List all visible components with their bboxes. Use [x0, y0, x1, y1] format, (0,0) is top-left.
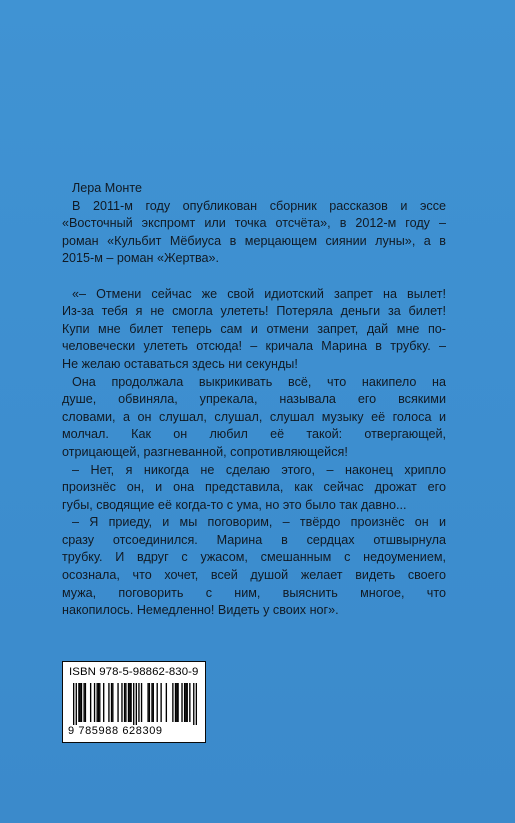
barcode-bar [98, 683, 99, 722]
excerpt-line: Она продолжала выкрикивать всё, что накипело на [72, 374, 446, 389]
excerpt-line: осознала, что хочет, всей душой желает видеть своего [62, 568, 446, 583]
barcode-guard-bar [133, 683, 134, 725]
excerpt-line: произнёс он, и она представила, как сейчас дрожат его [62, 480, 446, 495]
barcode-bar [177, 683, 178, 722]
barcode-guard-bar [73, 683, 74, 725]
excerpt-line: губы, сводящие её когда-то с ума, но это было так давно... [62, 497, 407, 512]
excerpt-line: сразу отсоединился. Марина в сердцах отшвырнула [62, 532, 446, 547]
barcode-bar [80, 683, 81, 722]
barcode-bar [124, 683, 125, 722]
barcode-bar [160, 683, 161, 722]
barcode-bar [99, 683, 100, 722]
barcode-bar [189, 683, 190, 722]
about-line: роман «Кульбит Мёбиуса в мерцающем сиянии луны», а в [62, 233, 446, 248]
excerpt-line: «– Отмени сейчас же свой идиотский запрет на вылет! [72, 286, 446, 301]
excerpt-paragraph-1 [62, 286, 446, 374]
barcode-bar [117, 683, 118, 722]
spacer [62, 268, 446, 286]
excerpt-line: словами, а он слушал, слушал, слушал музыку её голоса и [62, 409, 446, 424]
barcode-bar [166, 683, 167, 722]
barcode-bar [147, 683, 148, 722]
barcode-bar [90, 683, 91, 722]
barcode-bar [187, 683, 188, 722]
excerpt-line: молчал. Как он любил её такой: отвергающей, [62, 427, 446, 442]
barcode-bar [181, 683, 182, 722]
barcode-bar [151, 683, 152, 722]
barcode-guard-bar [193, 683, 194, 725]
barcode-digits: 9 785988 628309 [68, 725, 163, 737]
barcode-icon [73, 683, 197, 725]
author-about [62, 180, 446, 268]
barcode-guard-bar [136, 683, 137, 725]
excerpt-line: Не желаю оставаться здесь ни секунды! [62, 356, 298, 371]
excerpt-line: – Я приеду, и мы поговорим, – твёрдо произнёс он и [72, 515, 446, 530]
cover-text [62, 180, 446, 620]
barcode-bar [111, 683, 112, 722]
barcode-bar [153, 683, 154, 722]
about-line: В 2011-м году опубликован сборник рассказов и эссе [72, 198, 446, 213]
barcode-bar [128, 683, 129, 722]
barcode-bar [94, 683, 95, 722]
barcode-bar [149, 683, 150, 722]
barcode-guard-bar [196, 683, 197, 725]
excerpt-line: – Нет, я никогда не сделаю этого, – наконец хрипло [72, 462, 446, 477]
excerpt-paragraph-4 [62, 514, 446, 620]
barcode-bar [185, 683, 186, 722]
barcode-bar [103, 683, 104, 722]
isbn-label: ISBN 978-5-98862-830-9 [69, 666, 199, 678]
excerpt-line: отрицающей, разгневанной, сопротивляющейся! [62, 444, 348, 459]
author-name: Лера Монте [72, 181, 142, 195]
barcode-bar [157, 683, 158, 722]
excerpt-line: Из-за тебя я не смогла улететь! Потеряла деньги за билет! [62, 304, 446, 319]
barcode-bar [129, 683, 130, 722]
barcode-bar [96, 683, 97, 722]
excerpt-line: накопилось. Немедленно! Видеть у своих ног». [62, 603, 339, 618]
excerpt-paragraph-2 [62, 374, 446, 462]
barcode-bar [83, 683, 84, 722]
barcode-bar [112, 683, 113, 722]
isbn-barcode-box [62, 661, 206, 743]
barcode-bar [141, 683, 142, 722]
excerpt-line: трубку. И вдруг с ужасом, смешанным с недоумением, [62, 550, 446, 565]
barcode-bar [85, 683, 86, 722]
barcode-bar [81, 683, 82, 722]
barcode-bar [121, 683, 122, 722]
barcode-bar [184, 683, 185, 722]
excerpt-paragraph-3 [62, 462, 446, 515]
excerpt-line: мужа, поговорить с ним, выяснить многое, что [62, 585, 446, 600]
excerpt-line: душе, обвиняла, упрекала, называла его всякими [62, 392, 446, 407]
about-line: «Восточный экспромт или точка отсчёта», в 2012-м году – [62, 216, 446, 231]
barcode-bar [130, 683, 131, 722]
barcode-bar [172, 683, 173, 722]
barcode-bar [108, 683, 109, 722]
barcode-bar [125, 683, 126, 722]
excerpt-line: Купи мне билет теперь сам и отмени запрет, дай мне по- [62, 321, 446, 336]
barcode-bar [175, 683, 176, 722]
excerpt-line: человечески улететь отсюда! – кричала Марина в трубку. – [62, 339, 446, 354]
barcode-bar [78, 683, 79, 722]
barcode-bar [138, 683, 139, 722]
about-line: 2015-м – роман «Жертва». [62, 251, 220, 266]
barcode-bar [176, 683, 177, 722]
barcode-guard-bar [76, 683, 77, 725]
